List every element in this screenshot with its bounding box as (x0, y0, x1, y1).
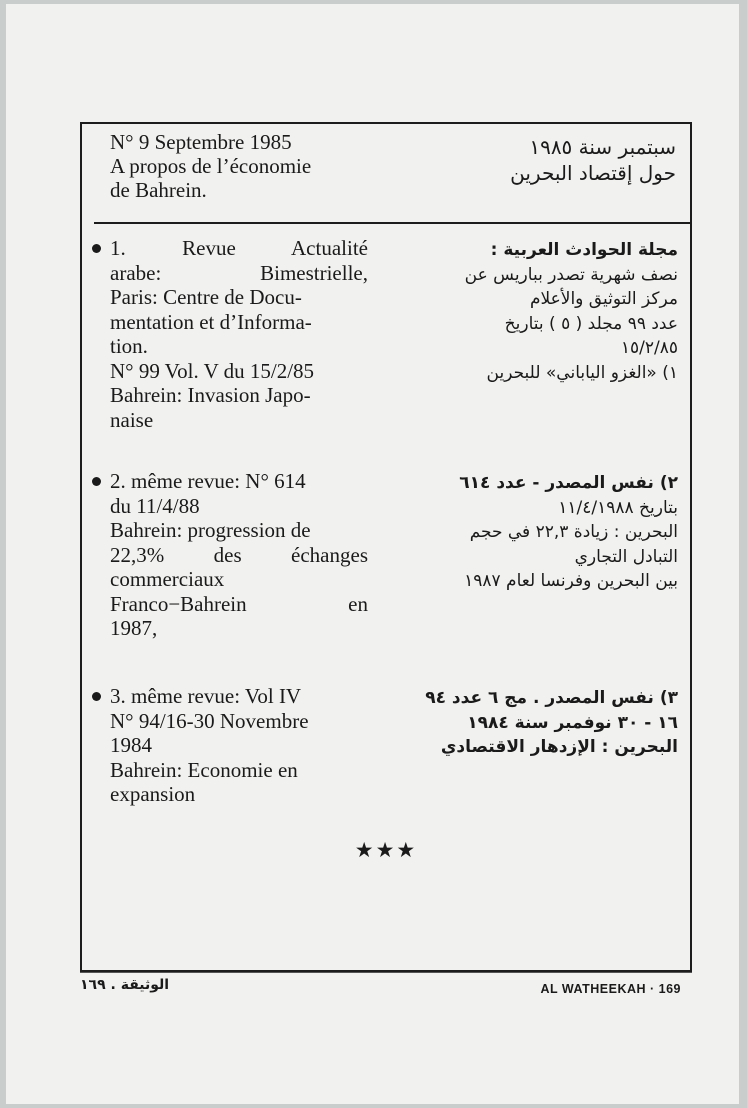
section-stars: ★★★ (354, 838, 418, 862)
ar-line: ١٦ - ٣٠ نوفمبر سنة ١٩٨٤ (467, 712, 678, 733)
fr-line: expansion (110, 782, 196, 806)
fr-line: 3. même revue: Vol IV (110, 684, 302, 708)
fr-line: 2. même revue: N° 614 (110, 469, 306, 493)
bullet-icon (92, 692, 101, 701)
ar-line: مركز التوثيق والأعلام (529, 289, 678, 309)
header-arabic (510, 134, 676, 186)
ar-line: مجلة الحوادث العربية : (490, 240, 678, 260)
fr-line: arabe: Bimestrielle, (110, 260, 368, 285)
ar-line: ١) «الغزو الياباني» للبحرين (486, 362, 678, 383)
bullet-icon (92, 477, 101, 486)
bullet-icon (92, 244, 101, 253)
entry-arabic (382, 471, 678, 594)
footer-arabic-page: الوثيقة . ١٦٩ (80, 977, 170, 993)
ar-line: التبادل التجاري (574, 546, 678, 567)
ar-line: البحرين : الإزدهار الاقتصادي (440, 737, 678, 757)
entry-french (110, 236, 368, 432)
footer-page-number: AL WATHEEKAH · 169 (540, 982, 681, 996)
fr-line: N° 94/16-30 Novembre (110, 708, 309, 733)
entry-french (110, 684, 368, 807)
document-page (6, 4, 739, 1104)
fr-line: naise (110, 407, 154, 432)
fr-line: commerciaux (110, 567, 225, 591)
fr-line: Franco−Bahrein en (110, 591, 368, 616)
fr-line: du 11/4/88 (110, 493, 200, 518)
ar-line: ٢) نفس المصدر - عدد ٦١٤ (459, 473, 678, 493)
fr-line: Bahrein: Invasion Japo- (110, 383, 311, 407)
header-fr-line: A propos de l’économie (110, 154, 312, 178)
fr-line: Bahrein: progression de (110, 518, 311, 542)
entry-arabic (382, 238, 678, 385)
fr-line: tion. (110, 334, 148, 358)
header-ar-line: سبتمبر سنة ١٩٨٥ (529, 135, 676, 159)
fr-line: 1. Revue Actualité (110, 236, 368, 260)
ar-line: بتاريخ ١١/٤/١٩٨٨ (558, 497, 678, 518)
ar-line: بين البحرين وفرنسا لعام ١٩٨٧ (464, 571, 678, 591)
entry-arabic (382, 686, 678, 760)
ar-line: نصف شهرية تصدر بباريس عن (464, 264, 678, 285)
fr-line: Bahrein: Economie en (110, 757, 298, 782)
entry-french (110, 469, 368, 641)
header-fr-line: N° 9 Septembre 1985 (110, 130, 292, 154)
header-divider (94, 222, 690, 224)
ar-line: عدد ٩٩ مجلد ( ٥ ) بتاريخ (504, 313, 678, 334)
fr-line: 22,3% des échanges (110, 542, 368, 567)
fr-line: 1987, (110, 616, 158, 640)
ar-line: البحرين : زيادة ٢٢,٣ في حجم (469, 522, 678, 542)
header-french (110, 130, 311, 202)
fr-line: N° 99 Vol. V du 15/2/85 (110, 358, 315, 383)
footer-divider (80, 972, 692, 973)
header-ar-line: حول إقتصاد البحرين (510, 161, 676, 185)
fr-line: Paris: Centre de Docu- (110, 285, 302, 309)
ar-line: ٣) نفس المصدر . مج ٦ عدد ٩٤ (425, 688, 678, 708)
fr-line: 1984 (110, 733, 152, 757)
fr-line: mentation et d’Informa- (110, 309, 312, 334)
ar-line: ١٥/٢/٨٥ (620, 338, 678, 358)
article-frame (80, 122, 692, 972)
header-fr-line: de Bahrein. (110, 178, 207, 202)
